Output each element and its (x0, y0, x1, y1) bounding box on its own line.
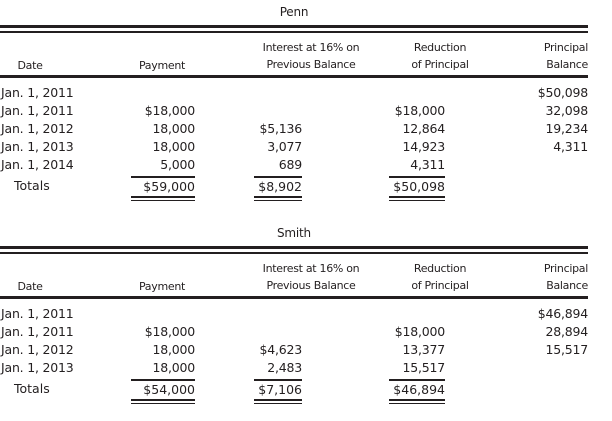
reduction-cell: $18,000 (394, 103, 445, 118)
interest-cell: 689 (278, 157, 302, 172)
column-header-interest: Interest at 16% on Previous Balance (262, 41, 360, 71)
total-reduction: $46,894 (389, 377, 445, 404)
reduction-cell: 12,864 (402, 121, 445, 136)
balance-cell: $50,098 (537, 85, 588, 100)
reduction-cell: 15,517 (402, 360, 445, 375)
column-header-interest: Interest at 16% on Previous Balance (262, 262, 360, 292)
header-rule (0, 296, 588, 299)
payment-cell: 18,000 (152, 139, 195, 154)
schedule-title: Penn (279, 5, 309, 19)
column-header-reduction: Reduction of Principal (411, 262, 469, 292)
total-payment: $59,000 (131, 174, 195, 201)
column-header-date: Date (17, 280, 43, 293)
payment-cell: 5,000 (160, 157, 195, 172)
balance-cell: $46,894 (537, 306, 588, 321)
totals-label: Totals (14, 178, 50, 193)
top-rule-thin (0, 252, 588, 254)
reduction-cell: $18,000 (394, 324, 445, 339)
table-row (0, 323, 588, 341)
table-row (0, 102, 588, 120)
interest-cell: 3,077 (267, 139, 302, 154)
total-payment: $54,000 (131, 377, 195, 404)
balance-cell: 28,894 (545, 324, 588, 339)
total-interest: $7,106 (254, 377, 302, 404)
payment-cell: 18,000 (152, 360, 195, 375)
top-rule-thick (0, 246, 588, 249)
column-header-payment: Payment (138, 280, 186, 293)
table-row (0, 138, 588, 156)
table-row (0, 341, 588, 359)
totals-label: Totals (14, 381, 50, 396)
date-cell: Jan. 1, 2012 (1, 121, 74, 136)
date-cell: Jan. 1, 2013 (1, 360, 74, 375)
column-header-principal-balance: Principal Balance (543, 262, 588, 292)
balance-cell: 4,311 (553, 139, 588, 154)
date-cell: Jan. 1, 2012 (1, 342, 74, 357)
date-cell: Jan. 1, 2014 (1, 157, 74, 172)
table-row (0, 120, 588, 138)
payment-cell: 18,000 (152, 342, 195, 357)
schedule-rows (0, 305, 588, 399)
top-rule-thick (0, 25, 588, 28)
column-header-payment: Payment (138, 59, 186, 72)
balance-cell: 15,517 (545, 342, 588, 357)
total-reduction: $50,098 (389, 174, 445, 201)
balance-cell: 19,234 (545, 121, 588, 136)
header-rule (0, 75, 588, 78)
date-cell: Jan. 1, 2011 (1, 306, 74, 321)
interest-cell: $4,623 (259, 342, 302, 357)
date-cell: Jan. 1, 2011 (1, 103, 74, 118)
totals-row (0, 174, 588, 196)
reduction-cell: 13,377 (402, 342, 445, 357)
interest-cell: $5,136 (259, 121, 302, 136)
payment-cell: $18,000 (144, 103, 195, 118)
date-cell: Jan. 1, 2013 (1, 139, 74, 154)
reduction-cell: 14,923 (402, 139, 445, 154)
column-header-principal-balance: Principal Balance (543, 41, 588, 71)
table-row (0, 84, 588, 102)
table-row (0, 156, 588, 174)
reduction-cell: 4,311 (410, 157, 445, 172)
column-header-reduction: Reduction of Principal (411, 41, 469, 71)
interest-cell: 2,483 (267, 360, 302, 375)
top-rule-thin (0, 31, 588, 33)
table-row (0, 305, 588, 323)
column-header-date: Date (17, 59, 43, 72)
date-cell: Jan. 1, 2011 (1, 324, 74, 339)
table-row (0, 359, 588, 377)
payment-cell: 18,000 (152, 121, 195, 136)
schedule-title: Smith (277, 226, 311, 240)
payment-cell: $18,000 (144, 324, 195, 339)
schedule-rows (0, 84, 588, 196)
date-cell: Jan. 1, 2011 (1, 85, 74, 100)
totals-row (0, 377, 588, 399)
total-interest: $8,902 (254, 174, 302, 201)
balance-cell: 32,098 (545, 103, 588, 118)
